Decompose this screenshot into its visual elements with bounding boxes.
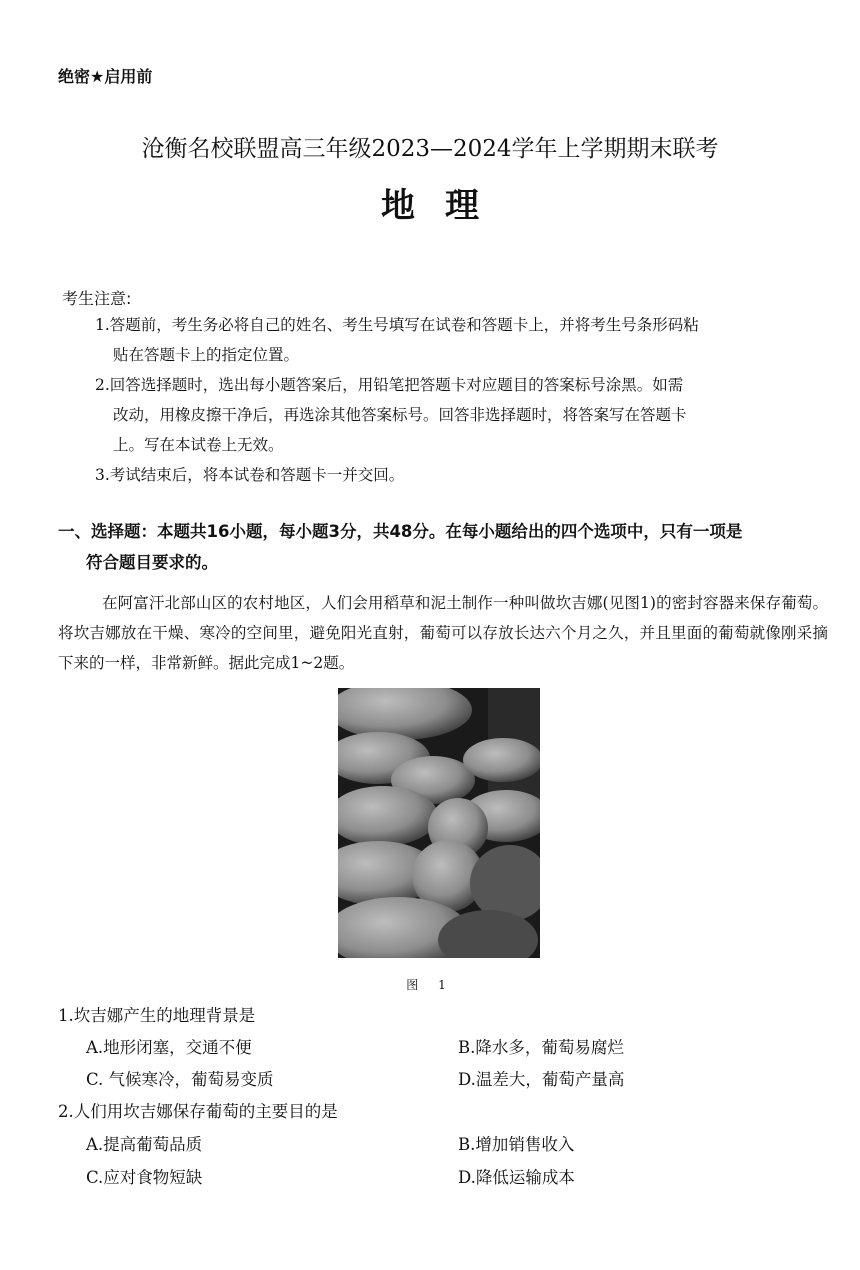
- subject-title: 地理: [381, 186, 509, 226]
- notice-item-2-cont: 改动，用橡皮擦干净后，再选涂其他答案标号。回答非选择题时，将答案写在答题卡: [113, 406, 687, 424]
- question-2-option-b: B.增加销售收入: [458, 1135, 575, 1154]
- question-2-option-c: C.应对食物短缺: [86, 1168, 203, 1187]
- section-heading-line2: 符合题目要求的。: [86, 553, 218, 572]
- question-1-stem: 1.坎吉娜产生的地理背景是: [58, 1006, 256, 1025]
- kangina-photo: [338, 688, 540, 958]
- figure-caption: 图 1: [406, 978, 454, 992]
- question-2-option-d: D.降低运输成本: [458, 1168, 575, 1187]
- kangina-photo-illustration: [338, 688, 540, 958]
- notice-item-1: 1.答题前，考生务必将自己的姓名、考生号填写在试卷和答题卡上，并将考生号条形码粘: [95, 316, 699, 334]
- notice-item-1-cont: 贴在答题卡上的指定位置。: [113, 346, 300, 364]
- exam-title: 沧衡名校联盟高三年级2023—2024学年上学期期末联考: [141, 136, 719, 162]
- notice-heading: 考生注意:: [62, 289, 132, 308]
- section-heading-line1: 一、选择题：本题共16小题，每小题3分，共48分。在每小题给出的四个选项中，只有一项是: [58, 522, 743, 541]
- question-2-option-a: A.提高葡萄品质: [86, 1135, 203, 1154]
- notice-list: [95, 310, 825, 490]
- notice-item-2: 2.回答选择题时，选出每小题答案后，用铅笔把答题卡对应题目的答案标号涂黑。如需: [95, 376, 684, 394]
- question-1-option-a: A.地形闭塞，交通不便: [86, 1038, 252, 1057]
- notice-item-2-cont2: 上。写在本试卷上无效。: [113, 436, 284, 454]
- question-1-option-d: D.温差大，葡萄产量高: [458, 1070, 625, 1089]
- question-1-option-c: C. 气候寒冷，葡萄易变质: [86, 1070, 274, 1089]
- reading-passage: 在阿富汗北部山区的农村地区，人们会用稻草和泥土制作一种叫做坎吉娜(见图1)的密封容器来保存葡萄。将坎吉娜放在干燥、寒冷的空间里，避免阳光直射，葡萄可以存放长达六个月之久，并且里面的葡萄就像刚采摘下来的一样，非常新鲜。据此完成1~2题。: [58, 594, 828, 672]
- section-heading: [58, 516, 828, 578]
- confidential-label: 绝密★启用前: [58, 67, 153, 86]
- question-2-stem: 2.人们用坎吉娜保存葡萄的主要目的是: [58, 1102, 338, 1121]
- notice-item-3: 3.考试结束后，将本试卷和答题卡一并交回。: [95, 466, 405, 484]
- question-1-option-b: B.降水多，葡萄易腐烂: [458, 1038, 624, 1057]
